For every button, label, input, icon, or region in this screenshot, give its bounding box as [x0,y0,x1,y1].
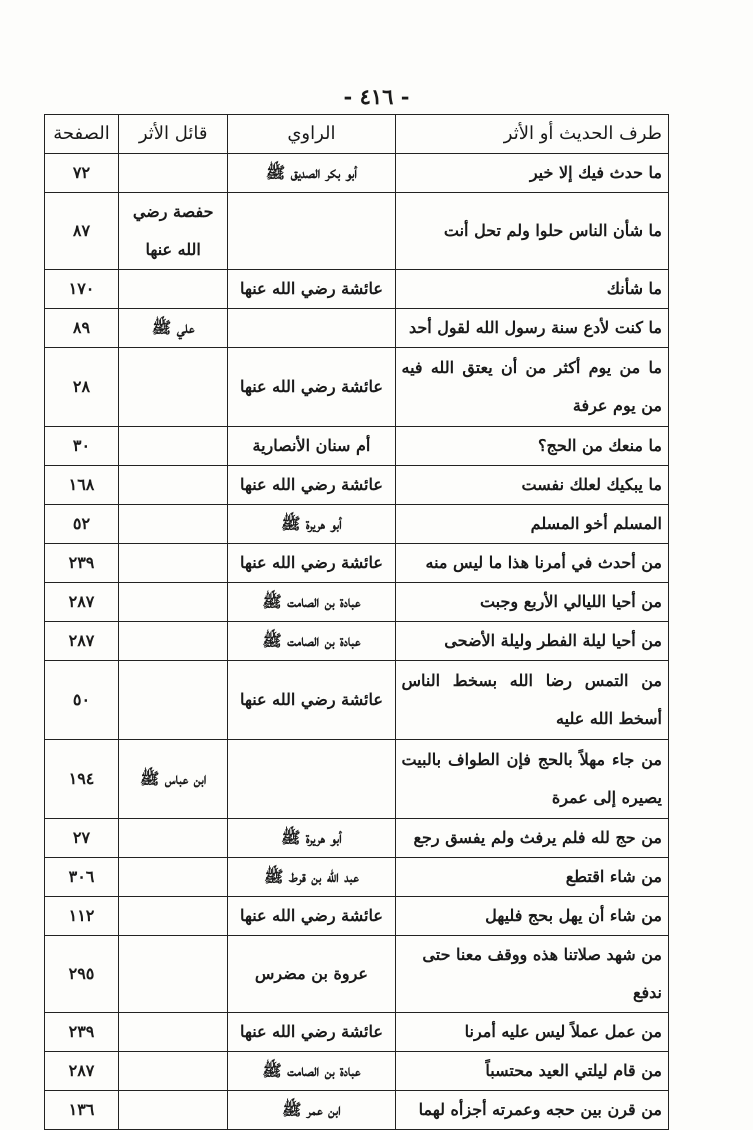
hadith-text-cell: من قام ليلتي العيد محتسباً [395,1052,669,1091]
table-row [45,819,669,858]
hadith-text-cell: من عمل عملاً ليس عليه أمرنا [395,1013,669,1052]
hadith-text-cell: من قرن بين حجه وعمرته أجزأه لهما [395,1091,669,1130]
table-row [45,858,669,897]
narrator-cell [228,309,395,348]
sayer-cell [118,936,227,1013]
table-row [45,1013,669,1052]
sayer-cell [118,1091,227,1130]
narrator-cell [228,740,395,819]
page-cell: ٣٠ [45,427,119,466]
hadith-text-cell: من أحيا الليالي الأربع وجبت [395,583,669,622]
sayer-cell [118,466,227,505]
sayer-cell [118,154,227,193]
sayer-cell [118,505,227,544]
narrator-cell: أبو هريرة ﷺ [228,505,395,544]
narrator-cell: أم سنان الأنصارية [228,427,395,466]
narrator-cell: عائشة رضي الله عنها [228,1013,395,1052]
hadith-text-cell: ما منعك من الحج؟ [395,427,669,466]
narrator-cell: عبادة بن الصامت ﷺ [228,583,395,622]
table-row [45,466,669,505]
page-cell: ٢٧ [45,819,119,858]
hadith-text-cell: من أحدث في أمرنا هذا ما ليس منه [395,544,669,583]
table-row [45,309,669,348]
page-number: - ٤١٦ - [343,84,410,109]
page-cell: ٢٨ [45,348,119,427]
header-hadith-text: طرف الحديث أو الأثر [395,115,669,154]
header-narrator: الراوي [228,115,395,154]
sayer-cell [118,1013,227,1052]
table-row [45,897,669,936]
hadith-text-cell: من شاء اقتطع [395,858,669,897]
table-row [45,270,669,309]
narrator-cell: عبادة بن الصامت ﷺ [228,622,395,661]
page-cell: ١٧٠ [45,270,119,309]
hadith-text-cell: من شاء أن يهل بحج فليهل [395,897,669,936]
table-row [45,622,669,661]
sayer-cell [118,622,227,661]
page-cell: ٢٣٩ [45,1013,119,1052]
page-cell: ٢٣٩ [45,544,119,583]
hadith-text-cell: ما شأن الناس حلوا ولم تحل أنت [395,193,669,270]
hadith-text-cell: من شهد صلاتنا هذه ووقف معنا حتى ندفع [395,936,669,1013]
hadith-text-cell: من حج لله فلم يرفث ولم يفسق رجع [395,819,669,858]
hadith-text-cell: ما حدث فيك إلا خير [395,154,669,193]
table-row [45,348,669,427]
narrator-cell: عائشة رضي الله عنها [228,466,395,505]
narrator-cell: عائشة رضي الله عنها [228,544,395,583]
sayer-cell [118,583,227,622]
hadith-index-table [44,114,669,1130]
sayer-cell: حفصة رضي الله عنها [118,193,227,270]
page-cell: ٨٩ [45,309,119,348]
narrator-cell: عائشة رضي الله عنها [228,270,395,309]
page-cell: ٨٧ [45,193,119,270]
narrator-cell: عروة بن مضرس [228,936,395,1013]
table-row [45,583,669,622]
page-cell: ٢٩٥ [45,936,119,1013]
hadith-text-cell: ما شأنك [395,270,669,309]
narrator-cell: عبد الله بن قرط ﷺ [228,858,395,897]
page-cell: ٢٨٧ [45,622,119,661]
sayer-cell: ابن عباس ﷺ [118,740,227,819]
table-header-row [45,115,669,154]
sayer-cell: علي ﷺ [118,309,227,348]
page-cell: ١٣٦ [45,1091,119,1130]
table-row [45,740,669,819]
hadith-text-cell: ما كنت لأدع سنة رسول الله لقول أحد [395,309,669,348]
sayer-cell [118,348,227,427]
narrator-cell: عائشة رضي الله عنها [228,897,395,936]
narrator-cell: ابن عمر ﷺ [228,1091,395,1130]
narrator-cell: عبادة بن الصامت ﷺ [228,1052,395,1091]
table-row [45,936,669,1013]
narrator-cell: أبو هريرة ﷺ [228,819,395,858]
sayer-cell [118,1052,227,1091]
page-cell: ١٦٨ [45,466,119,505]
page-cell: ٢٨٧ [45,583,119,622]
sayer-cell [118,819,227,858]
table-row [45,427,669,466]
hadith-text-cell: ما يبكيك لعلك نفست [395,466,669,505]
header-sayer: قائل الأثر [118,115,227,154]
page-cell: ٥٢ [45,505,119,544]
page-cell: ١١٢ [45,897,119,936]
page-cell: ٧٢ [45,154,119,193]
sayer-cell [118,661,227,740]
narrator-cell [228,193,395,270]
narrator-cell: عائشة رضي الله عنها [228,661,395,740]
hadith-text-cell: ما من يوم أكثر من أن يعتق الله فيه من يوم عرفة [395,348,669,427]
sayer-cell [118,858,227,897]
table-row [45,505,669,544]
header-page: الصفحة [45,115,119,154]
table-row [45,154,669,193]
narrator-cell: أبو بكر الصديق ﷺ [228,154,395,193]
page-cell: ٣٠٦ [45,858,119,897]
page-cell: ١٩٤ [45,740,119,819]
hadith-text-cell: المسلم أخو المسلم [395,505,669,544]
table-row [45,661,669,740]
hadith-text-cell: من أحيا ليلة الفطر وليلة الأضحى [395,622,669,661]
table-row [45,193,669,270]
table-row [45,544,669,583]
table-row [45,1052,669,1091]
page-cell: ٢٨٧ [45,1052,119,1091]
hadith-text-cell: من جاء مهلاً بالحج فإن الطواف بالبيت يصيره إلى عمرة [395,740,669,819]
sayer-cell [118,270,227,309]
page-cell: ٥٠ [45,661,119,740]
sayer-cell [118,544,227,583]
sayer-cell [118,897,227,936]
narrator-cell: عائشة رضي الله عنها [228,348,395,427]
hadith-text-cell: من التمس رضا الله بسخط الناس أسخط الله عليه [395,661,669,740]
sayer-cell [118,427,227,466]
table-row [45,1091,669,1130]
